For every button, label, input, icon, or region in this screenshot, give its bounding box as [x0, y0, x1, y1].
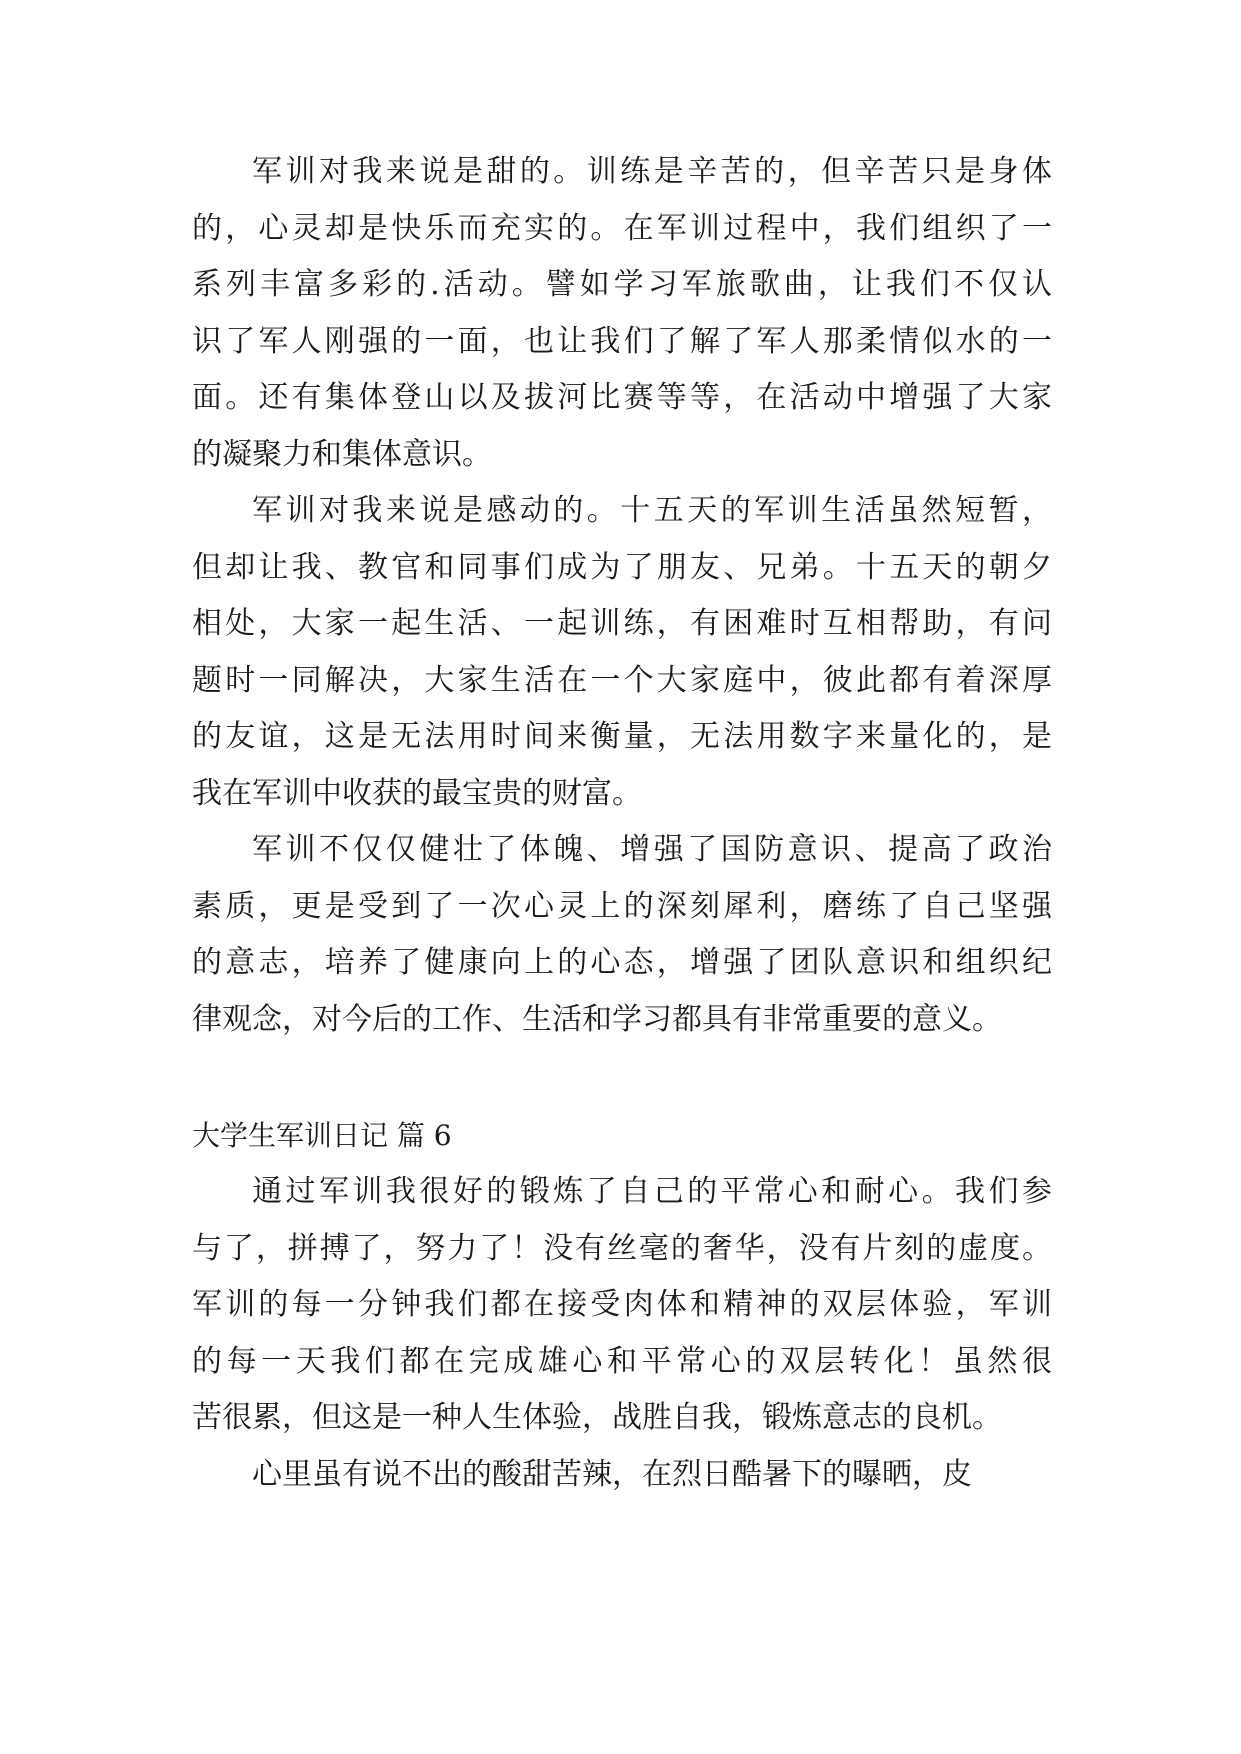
- text-line: 识了军人刚强的一面，也让我们了解了军人那柔情似水的一: [192, 324, 1056, 359]
- text-line: 面。还有集体登山以及拔河比赛等等，在活动中增强了大家: [192, 380, 1056, 415]
- text-line: 通过军训我很好的锻炼了自己的平常心和耐心。我们参: [252, 1174, 1056, 1209]
- text-line: 与了，拼搏了，努力了！没有丝毫的奢华，没有片刻的虚度。: [192, 1231, 1054, 1266]
- text-line: 苦很累，但这是一种人生体验，战胜自我，锻炼意志的良机。: [192, 1400, 1002, 1435]
- text-line: 但却让我、教官和同事们成为了朋友、兄弟。十五天的朝夕: [192, 550, 1056, 585]
- text-line: 律观念，对今后的工作、生活和学习都具有非常重要的意义。: [192, 1002, 1002, 1037]
- text-line: 的凝聚力和集体意识。: [192, 437, 492, 472]
- text-line: 我在军训中收获的最宝贵的财富。: [192, 776, 642, 811]
- text-line: 相处，大家一起生活、一起训练，有困难时互相帮助，有问: [192, 606, 1056, 641]
- text-line: 军训的每一分钟我们都在接受肉体和精神的双层体验，军训: [192, 1287, 1056, 1322]
- text-line: 的意志，培养了健康向上的心态，增强了团队意识和组织纪: [192, 945, 1056, 980]
- text-line: 心里虽有说不出的酸甜苦辣，在烈日酷暑下的曝晒，皮: [252, 1457, 972, 1492]
- text-line: 军训不仅仅健壮了体魄、增强了国防意识、提高了政治: [252, 832, 1056, 867]
- text-line: 的友谊，这是无法用时间来衡量，无法用数字来量化的，是: [192, 719, 1056, 754]
- text-line: 的每一天我们都在完成雄心和平常心的双层转化！虽然很: [192, 1344, 1057, 1379]
- text-line: 系列丰富多彩的.活动。譬如学习军旅歌曲，让我们不仅认: [192, 267, 1057, 302]
- section-heading: 大学生军训日记 篇 6: [192, 1119, 452, 1152]
- text-line: 素质，更是受到了一次心灵上的深刻犀利，磨练了自己坚强: [192, 889, 1056, 924]
- text-line: 军训对我来说是甜的。训练是辛苦的，但辛苦只是身体: [252, 154, 1056, 189]
- text-line: 的，心灵却是快乐而充实的。在军训过程中，我们组织了一: [192, 211, 1056, 246]
- text-line: 题时一同解决，大家生活在一个大家庭中，彼此都有着深厚: [192, 663, 1056, 698]
- text-line: 军训对我来说是感动的。十五天的军训生活虽然短暂，: [252, 493, 1056, 528]
